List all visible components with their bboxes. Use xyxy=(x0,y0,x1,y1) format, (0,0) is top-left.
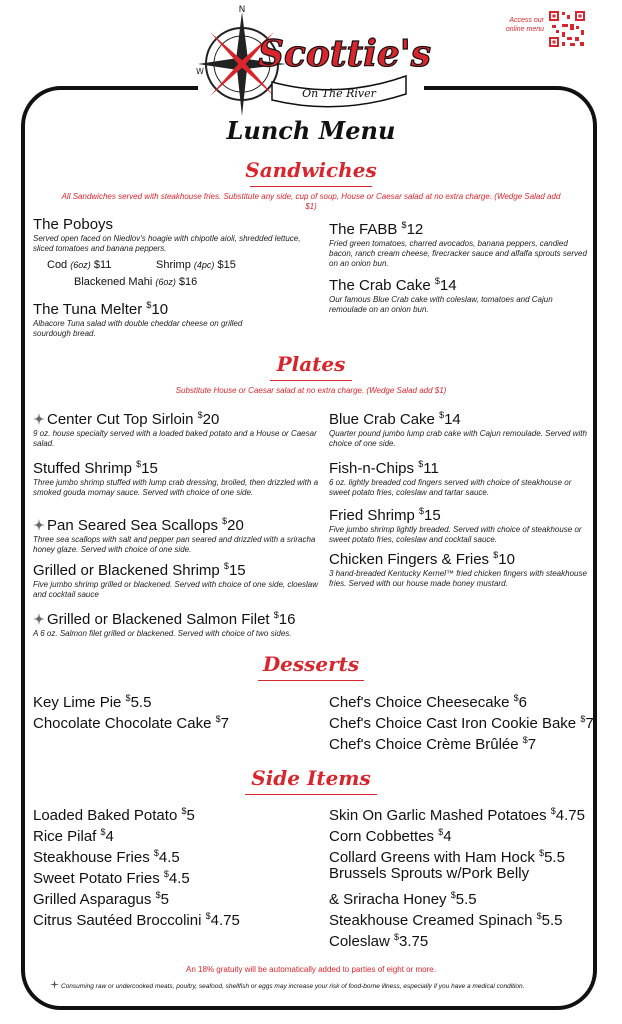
item-desc: 9 oz. house specialty served with a loaded baked potato and a House or Caesar salad. xyxy=(33,429,317,448)
sandwiches-rule xyxy=(250,186,372,187)
plates-rule xyxy=(270,380,352,381)
item-crab-cake xyxy=(329,272,591,315)
sides-rule xyxy=(245,794,377,795)
item-name: Fried Shrimp $15 xyxy=(329,506,441,524)
item-name: The Poboys xyxy=(33,216,114,233)
item-desc: 6 oz. lightly breaded cod fingers served with choice of steakhouse or sweet potato fries, coleslaw and tartar sauce. xyxy=(329,478,572,497)
menu-line-item: Loaded Baked Potato $5 xyxy=(33,806,195,824)
item-name: Grilled or Blackened Shrimp $15 xyxy=(33,561,246,579)
consumer-warning: Consuming raw or undercooked meats, poultry, seafood, shellfish or eggs may increase your risk of food-borne illness, especially if you have a medical condition. xyxy=(50,980,590,990)
plates-note: Substitute House or Caesar salad at no extra charge. (Wedge Salad add $1) xyxy=(175,386,447,395)
svg-text:N: N xyxy=(238,5,246,15)
plate-item xyxy=(329,502,591,545)
scotties-logo xyxy=(196,4,432,120)
plate-item xyxy=(329,455,591,498)
sides-heading: Side Items xyxy=(251,766,371,790)
svg-text:Scottie's: Scottie's xyxy=(258,33,432,75)
poboy-option-shrimp: Shrimp (4pc) $15 xyxy=(156,259,236,271)
menu-line-item: Chocolate Chocolate Cake $7 xyxy=(33,714,229,732)
desserts-rule xyxy=(258,680,364,681)
item-tuna-melter xyxy=(33,296,303,339)
item-name: Center Cut Top Sirloin $20 xyxy=(33,406,323,429)
item-desc: Quarter pound jumbo lump crab cake with Cajun remoulade. Served with choice of one side. xyxy=(329,429,587,448)
menu-line-item: Steakhouse Fries $4.5 xyxy=(33,848,180,866)
desserts-heading: Desserts xyxy=(262,652,360,676)
plates-heading: Plates xyxy=(276,352,346,376)
item-name: The FABB $12 xyxy=(329,220,424,238)
item-desc: Three sea scallops with salt and pepper pan seared and drizzled with a sriracha honey glaze. Served with choice of one side. xyxy=(33,535,316,554)
plate-item xyxy=(33,512,323,555)
compass-icon xyxy=(33,612,45,624)
item-desc: Fried green tomatoes, charred avocados, banana peppers, candied bacon, ranch cream cheese, firecracker sauce and alfalfa sprouts served on an onion bun. xyxy=(329,239,587,268)
menu-line-item: Grilled Asparagus $5 xyxy=(33,890,169,908)
sandwiches-note: All Sandwiches served with steakhouse fries. Substitute any side, cup of soup, House or Caesar salad at no extra charge. (Wedge Salad add $1) xyxy=(61,192,561,211)
qr-code-icon[interactable] xyxy=(548,10,586,48)
item-poboys xyxy=(33,216,303,254)
menu-line-item: Key Lime Pie $5.5 xyxy=(33,693,152,711)
item-desc: Served open faced on Niedlov's hoagie with chipotle aioli, shredded lettuce, sliced tomatoes and banana peppers. xyxy=(33,234,301,253)
menu-line-item: Sweet Potato Fries $4.5 xyxy=(33,869,190,887)
item-desc: Three jumbo shrimp stuffed with lump crab dressing, broiled, then drizzled with a smoked gouda mornay sauce. Served with choice of one side. xyxy=(33,478,319,497)
online-menu-qr[interactable] xyxy=(496,10,592,58)
poboy-option-mahi: Blackened Mahi (6oz) $16 xyxy=(74,276,198,288)
menu-line-item: & Sriracha Honey $5.5 xyxy=(329,890,477,908)
item-name: Chicken Fingers & Fries $10 xyxy=(329,550,515,568)
item-name: Grilled or Blackened Salmon Filet $16 xyxy=(33,606,323,629)
plate-item xyxy=(329,546,591,589)
plate-item xyxy=(33,557,323,600)
svg-text:W: W xyxy=(196,67,204,76)
plate-item xyxy=(33,455,323,498)
compass-icon xyxy=(33,518,45,530)
menu-line-item: Chef's Choice Crème Brûlée $7 xyxy=(329,735,537,753)
plate-item xyxy=(33,606,323,639)
menu-line-item: Corn Cobbettes $4 xyxy=(329,827,452,845)
menu-line-item: Brussels Sprouts w/Pork Belly xyxy=(329,865,530,882)
menu-line-item: Collard Greens with Ham Hock $5.5 xyxy=(329,848,565,866)
item-name: Stuffed Shrimp $15 xyxy=(33,459,158,477)
item-name: Pan Seared Sea Scallops $20 xyxy=(33,512,323,535)
item-name: Fish-n-Chips $11 xyxy=(329,459,439,477)
compass-icon xyxy=(33,412,45,424)
gratuity-note: An 18% gratuity will be automatically added to parties of eight or more. xyxy=(186,965,436,974)
item-desc: Albacore Tuna salad with double cheddar cheese on grilled sourdough bread. xyxy=(33,319,243,338)
plate-item xyxy=(33,406,323,449)
menu-line-item: Skin On Garlic Mashed Potatoes $4.75 xyxy=(329,806,585,824)
item-desc: A 6 oz. Salmon filet grilled or blackened. Served with choice of two sides. xyxy=(33,629,292,638)
menu-line-item: Chef's Choice Cast Iron Cookie Bake $7 xyxy=(329,714,594,732)
menu-line-item: Coleslaw $3.75 xyxy=(329,932,429,950)
item-desc: Five jumbo shrimp lightly breaded. Served with choice of steakhouse or sweet potato fries, coleslaw and cocktail sauce. xyxy=(329,525,582,544)
item-desc: Five jumbo shrimp grilled or blackened. Served with choice of one side, cloeslaw and cocktail sauce xyxy=(33,580,319,599)
compass-icon xyxy=(50,980,59,989)
item-name: Blue Crab Cake $14 xyxy=(329,410,461,428)
item-fabb xyxy=(329,216,591,269)
menu-line-item: Steakhouse Creamed Spinach $5.5 xyxy=(329,911,563,929)
sandwiches-heading: Sandwiches xyxy=(245,158,377,182)
compass-logo-icon xyxy=(196,4,432,120)
item-name: The Tuna Melter $10 xyxy=(33,300,169,318)
poboy-option-cod: Cod (6oz) $11 xyxy=(47,259,112,271)
qr-label: Access our online menu xyxy=(505,17,544,33)
plate-item xyxy=(329,406,591,449)
menu-line-item: Citrus Sautéed Broccolini $4.75 xyxy=(33,911,240,929)
menu-line-item: Rice Pilaf $4 xyxy=(33,827,114,845)
item-desc: 3 hand-breaded Kentucky Kernel™ fried chicken fingers with steakhouse fries. Served with our house made honey mustard. xyxy=(329,569,587,588)
menu-line-item: Chef's Choice Cheesecake $6 xyxy=(329,693,527,711)
svg-text:On The River: On The River xyxy=(302,87,376,100)
item-name: The Crab Cake $14 xyxy=(329,276,457,294)
menu-title: Lunch Menu xyxy=(226,116,396,145)
item-desc: Our famous Blue Crab cake with coleslaw, tomatoes and Cajun remoulade on an onion bun. xyxy=(329,295,553,314)
